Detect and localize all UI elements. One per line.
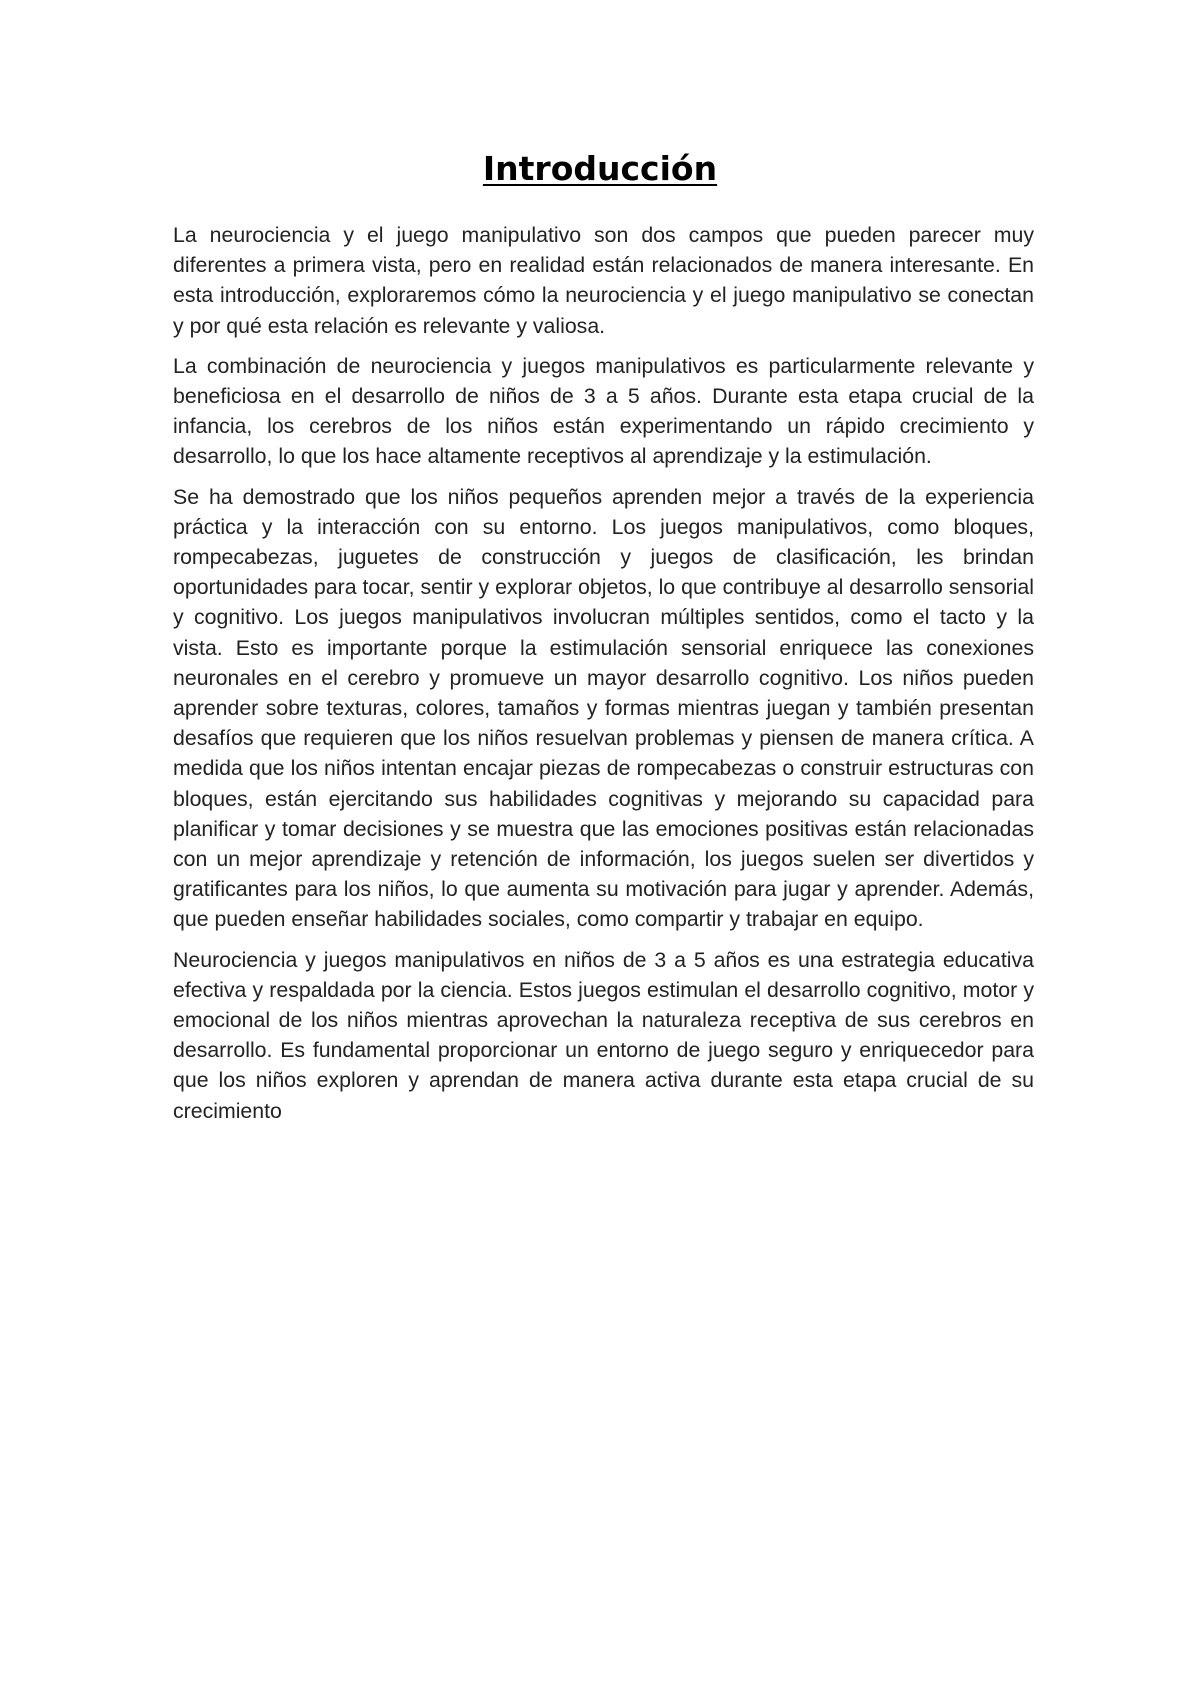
paragraph-1: La neurociencia y el juego manipulativo son dos campos que pueden parecer muy diferentes a primera vista, pero en realidad están relacionados de manera interesante. En esta introducción, exploraremos cómo la neurociencia y el juego manipulativo se conectan y por qué esta relación es relevante y valiosa. — [173, 223, 1034, 338]
paragraph-4: Neurociencia y juegos manipulativos en niños de 3 a 5 años es una estrategia educativa efectiva y respaldada por la ciencia. Estos juegos estimulan el desarrollo cognitivo, motor y emocional de los niños mientras aprovechan la naturaleza receptiva de sus cerebros en desarrollo. Es fundamental proporcionar un entorno de juego seguro y enriquecedor para que los niños exploren y aprendan de manera activa durante esta etapa crucial de su crecimiento — [173, 947, 1034, 1123]
document-title: Introducción — [482, 149, 718, 188]
paragraph-2: La combinación de neurociencia y juegos manipulativos es particularmente relevante y beneficiosa en el desarrollo de niños de 3 a 5 años. Durante esta etapa crucial de la infancia, los cerebros de los niños están experimentando un rápido crecimiento y desarrollo, lo que los hace altamente receptivos al aprendizaje y la estimulación. — [173, 353, 1034, 469]
document-body — [173, 220, 1034, 1136]
paragraph-3: Se ha demostrado que los niños pequeños aprenden mejor a través de la experiencia práctica y la interacción con su entorno. Los juegos manipulativos, como bloques, rompecabezas, juguetes de construcción y juegos de clasificación, les brindan oportunidades para tocar, sentir y explorar objetos, lo que contribuye al desarrollo sensorial y cognitivo. Los juegos manipulativos involucran múltiples sentidos, como el tacto y la vista. Esto es importante porque la estimulación sensorial enriquece las conexiones neuronales en el cerebro y promueve un mayor desarrollo cognitivo. Los niños pueden aprender sobre texturas, colores, tamaños y formas mientras juegan y también presentan desafíos que requieren que los niños resuelvan problemas y piensen de manera crítica. A medida que los niños intentan encajar piezas de rompecabezas o construir estructuras con bloques, están ejercitando sus habilidades cognitivas y mejorando su capacidad para planificar y tomar decisiones y se muestra que las emociones positivas están relacionadas con un mejor aprendizaje y retención de información, los juegos suelen ser divertidos y gratificantes para los niños, lo que aumenta su motivación para jugar y aprender. Además, que pueden enseñar habilidades sociales, como compartir y trabajar en equipo. — [173, 484, 1034, 932]
